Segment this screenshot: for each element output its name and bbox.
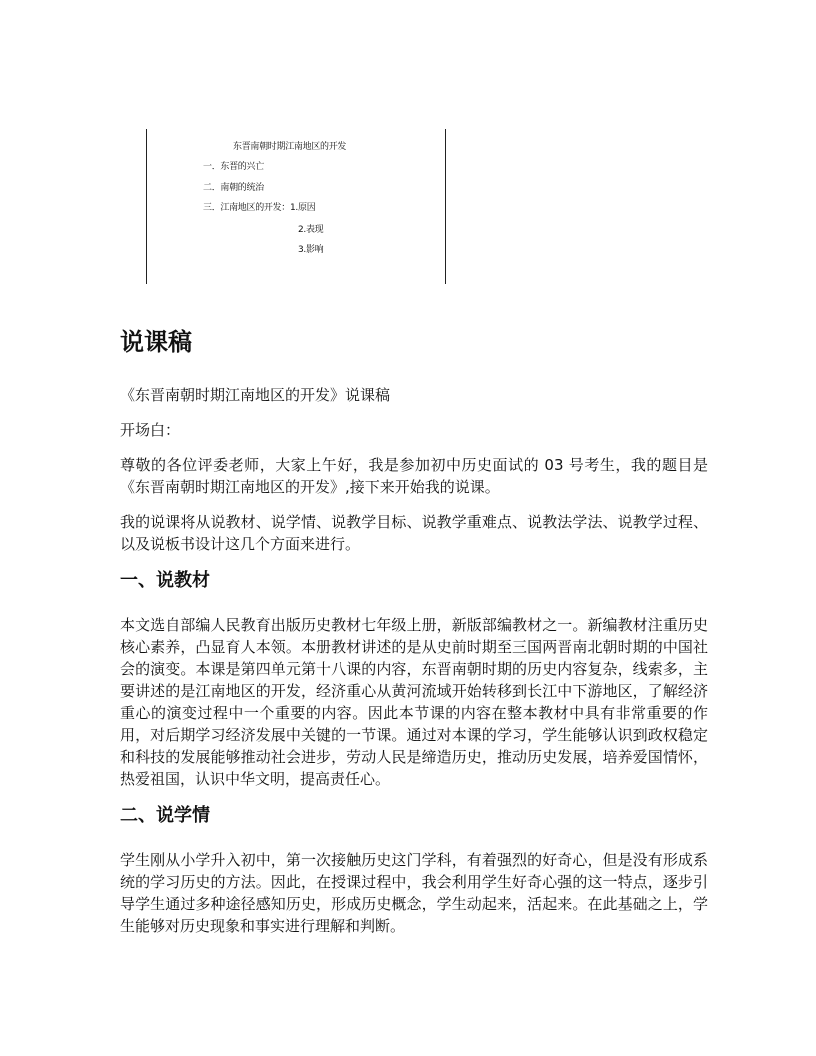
opening-label: 开场白： [120, 421, 181, 439]
greeting-paragraph: 尊敬的各位评委老师，大家上午好，我是参加初中历史面试的 03 号考生，我的题目是《东晋南朝时期江南地区的开发》,接下来开始我的说课。 [120, 456, 708, 496]
document-subtitle: 《东晋南朝时期江南地区的开发》说课稿 [120, 386, 391, 404]
board-line-5: 3.影响 [298, 245, 324, 255]
section-heading-textbook: 一、说教材 [120, 570, 210, 591]
board-line-3: 三．江南地区的开发：1.原因 [203, 203, 316, 213]
document-title: 说课稿 [120, 328, 192, 356]
section-body-students: 学生刚从小学升入初中，第一次接触历史这门学科，有着强烈的好奇心，但是没有形成系统的学习历史的方法。因此，在授课过程中，我会利用学生好奇心强的这一特点，逐步引导学生通过多种途径感知历史，形成历史概念，学生动起来，活起来。在此基础之上，学生能够对历史现象和事实进行理解和判断。 [120, 851, 708, 935]
board-line-2: 二．南朝的统治 [203, 183, 264, 193]
document-body [120, 322, 708, 950]
outline-paragraph: 我的说课将从说教材、说学情、说教学目标、说教学重难点、说教法学法、说教学过程、以及说板书设计这几个方面来进行。 [120, 513, 708, 553]
board-title: 东晋南朝时期江南地区的开发 [233, 142, 347, 152]
blackboard-design-box [146, 129, 446, 284]
section-heading-students: 二、说学情 [120, 805, 210, 826]
section-body-textbook: 本文选自部编人民教育出版历史教材七年级上册，新版部编教材之一。新编教材注重历史核心素养，凸显育人本领。本册教材讲述的是从史前时期至三国两晋南北朝时期的中国社会的演变。本课是第四单元第十八课的内容，东晋南朝时期的历史内容复杂，线索多，主要讲述的是江南地区的开发，经济重心从黄河流域开始转移到长江中下游地区，了解经济重心的演变过程中一个重要的内容。因此本节课的内容在整本教材中具有非常重要的作用，对后期学习经济发展中关键的一节课。通过对本课的学习，学生能够认识到政权稳定和科技的发展能够推动社会进步，劳动人民是缔造历史，推动历史发展，培养爱国情怀，热爱祖国，认识中华文明，提高责任心。 [120, 616, 708, 788]
board-line-1: 一．东晋的兴亡 [203, 162, 264, 172]
board-line-4: 2.表现 [298, 225, 324, 235]
